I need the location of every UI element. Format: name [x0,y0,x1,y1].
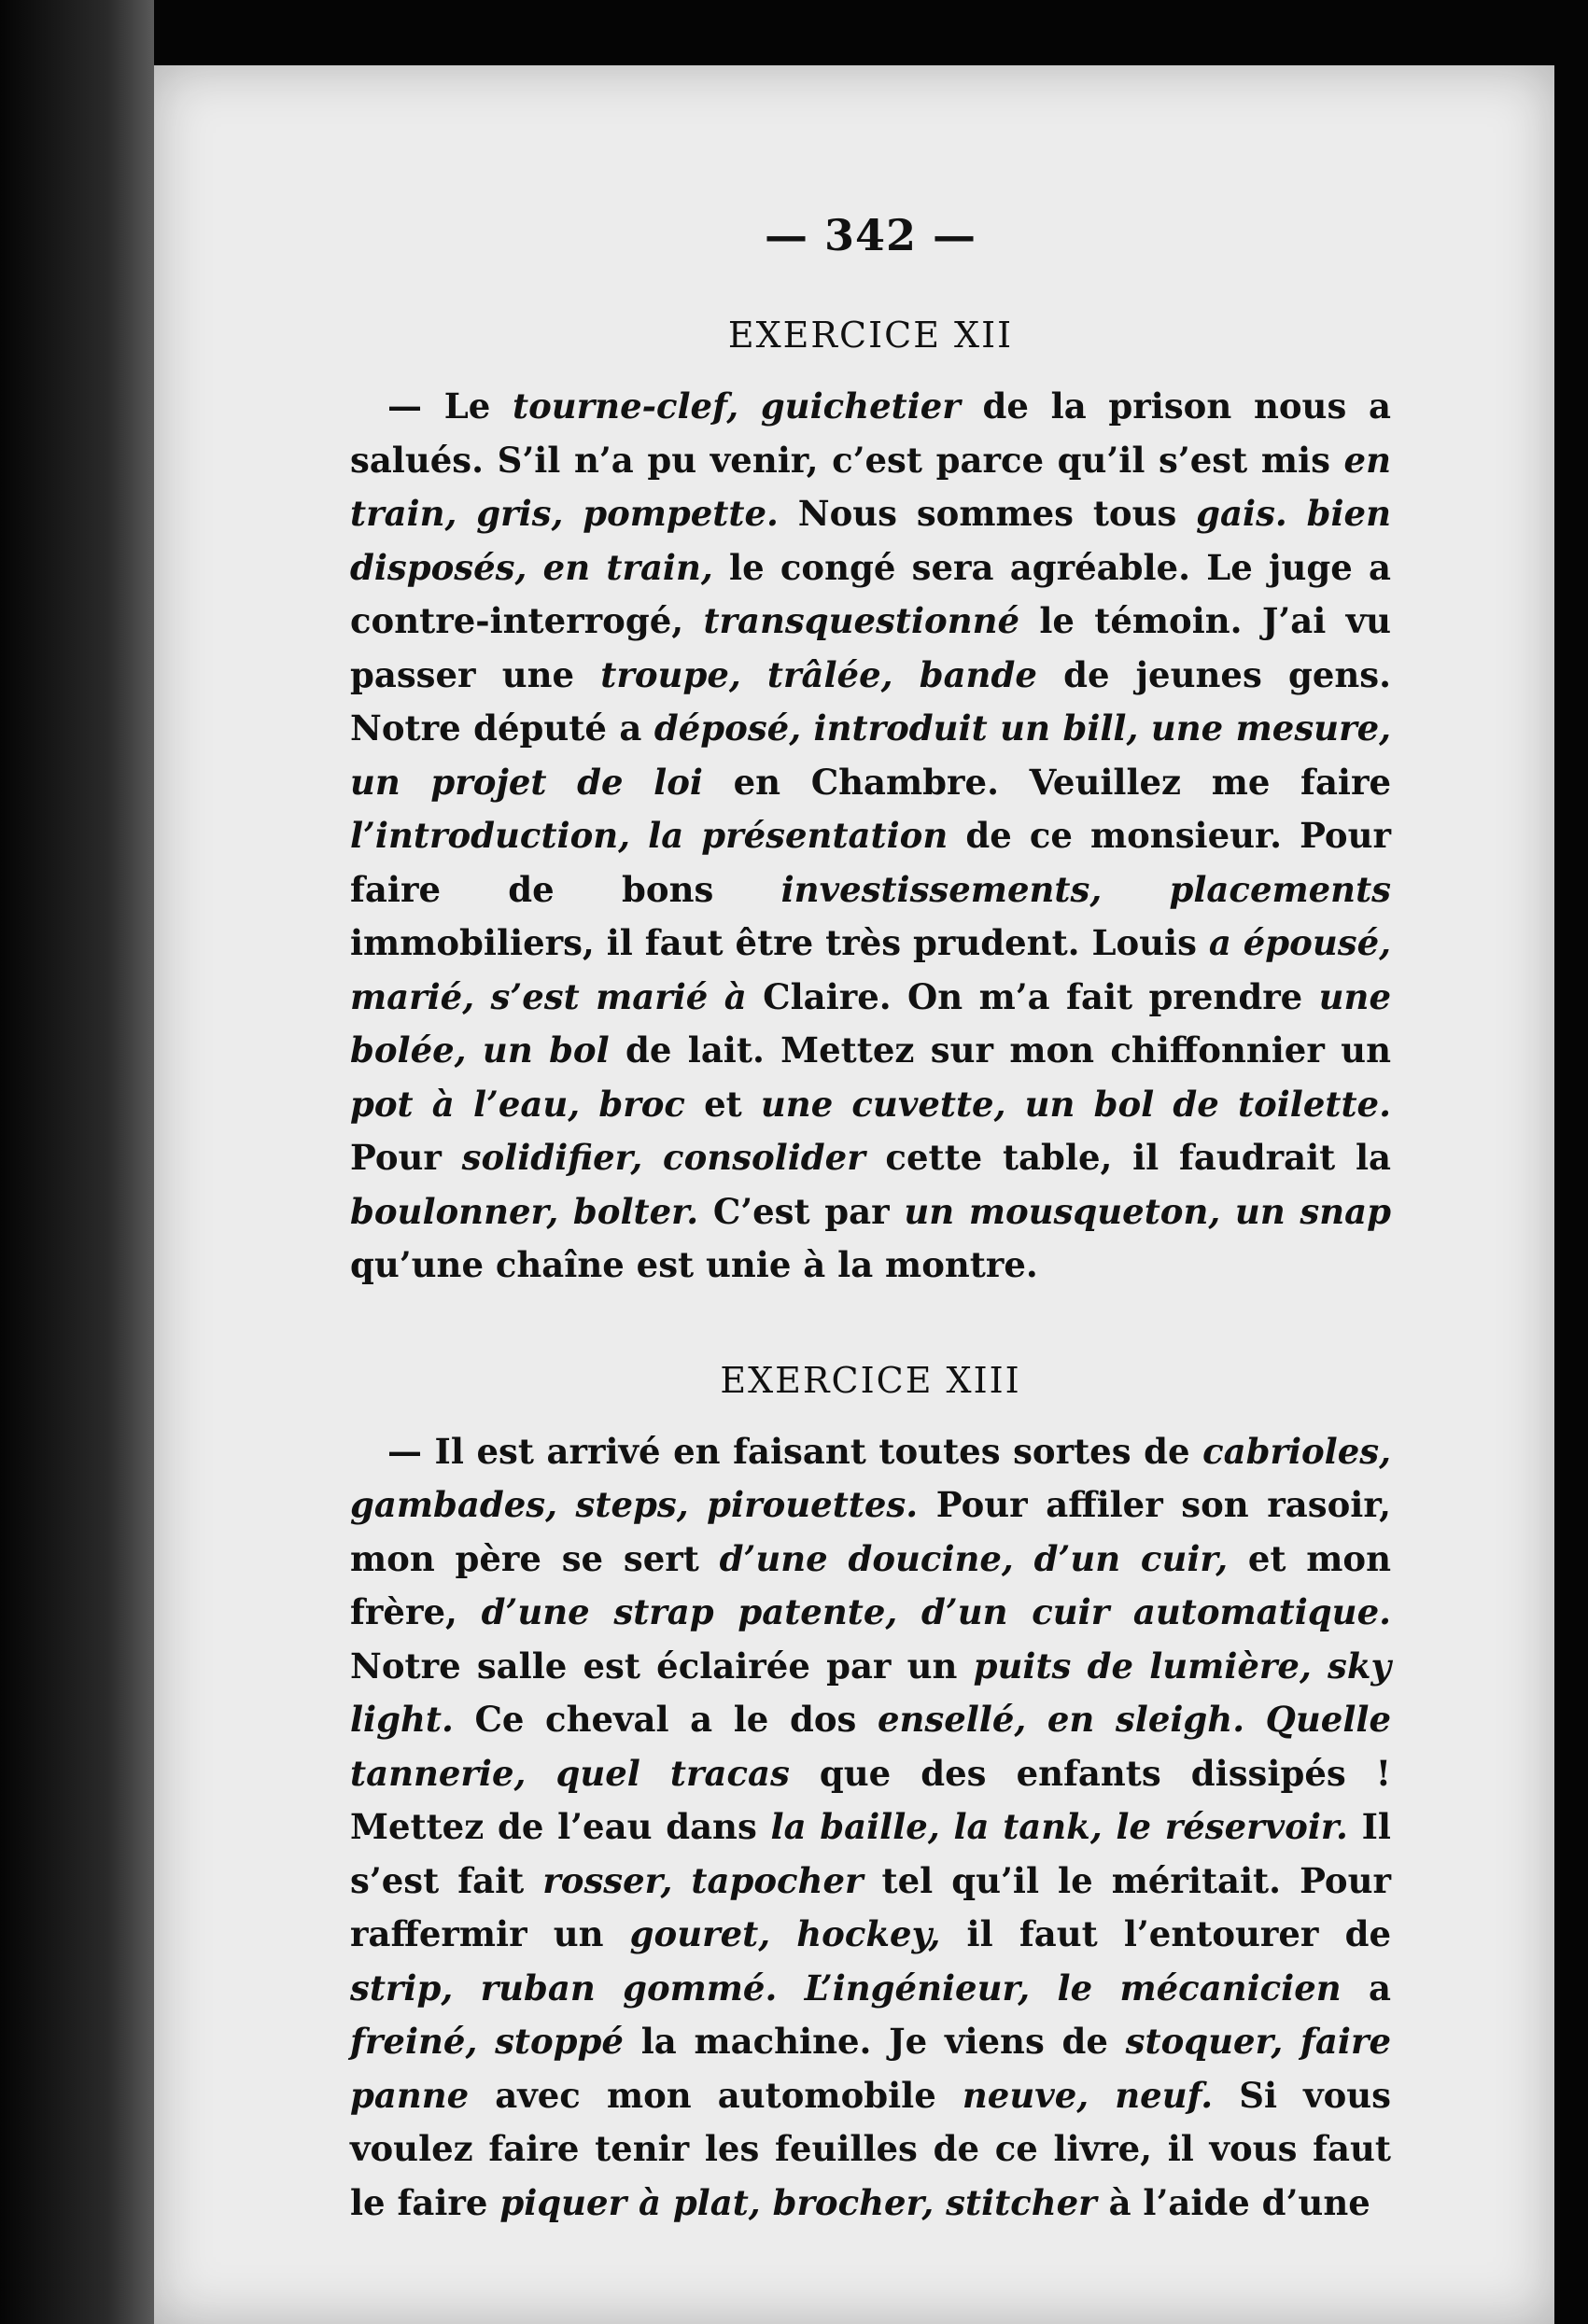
text-run: de jeunes gens. Notre député a [350,653,1391,749]
italic-term: strip, ruban gommé. L’ingénieur, le mécanicien [350,1967,1342,2009]
text-run: Pour [350,1137,462,1178]
text-run: — Il est arrivé en faisant toutes sortes de [387,1430,1203,1472]
italic-term: solidifier, consolider [461,1137,865,1178]
text-run: et mon frère, [350,1537,1391,1632]
text-run: il faut l’entourer de [940,1913,1391,1954]
italic-term: tourne-clef, guichetier [513,385,961,427]
page-content [350,210,1391,2230]
text-run: de la prison nous a salués. S’il n’a pu venir, c’est parce qu’il s’est mis [350,385,1391,481]
text-run: en Chambre. Veuillez me faire [702,761,1392,803]
exercise-12-text [350,380,1391,1293]
text-run: immobiliers, il faut être très prudent. Louis [350,922,1209,963]
italic-term: un mousqueton, un snap [904,1190,1392,1232]
italic-term: troupe, trâlée, bande [600,653,1037,695]
italic-term: gouret, hockey, [629,1913,941,1954]
italic-term: puits de lumière, sky light. [350,1645,1391,1740]
text-run: à l’aide d’une [1096,2181,1370,2223]
text-run: et [684,1083,761,1125]
text-run: Pour affiler son rasoir, mon père se sert [350,1484,1392,1579]
scan-right-edge [1554,0,1588,2324]
italic-term: une bolée, un bol [350,975,1391,1071]
italic-term: en train, gris, pompette. [350,439,1391,534]
text-run: de ce monsieur. Pour faire de bons [350,815,1391,910]
text-run: la machine. Je viens de [623,2021,1126,2062]
text-run: le congé sera agréable. Le juge a contre-interrogé, [350,546,1391,641]
italic-term: gais. bien disposés, en train, [350,493,1391,588]
italic-term: a épousé, marié, s’est marié à [350,922,1391,1017]
italic-term: ensellé, en sleigh. Quelle tannerie, quel tracas [350,1699,1391,1794]
text-run: Claire. On m’a fait prendre [746,975,1319,1017]
italic-term: transquestionné [703,600,1020,641]
text-run: Notre salle est éclairée par un [350,1645,974,1687]
italic-term: rosser, tapocher [542,1859,864,1901]
italic-term: piquer à plat, brocher, stitcher [499,2181,1097,2223]
italic-term: d’une strap patente, d’un cuir automatique. [481,1591,1391,1632]
text-run: avec mon automobile [469,2074,963,2116]
text-run: Ce cheval a le dos [453,1699,878,1740]
text-run: tel qu’il le méritait. Pour raffermir un [350,1859,1391,1954]
scan-left-edge [0,0,154,2324]
text-run: qu’une chaîne est unie à la montre. [350,1244,1038,1285]
text-run: Il s’est fait [350,1806,1391,1901]
italic-term: une cuvette, un bol de toilette. [760,1083,1391,1125]
exercise-13-text [350,1425,1391,2231]
text-run: de lait. Mettez sur mon chiffonnier un [609,1029,1391,1071]
italic-term: d’une doucine, d’un cuir, [719,1537,1229,1579]
page-number: — 342 — [764,210,977,260]
text-run: C’est par [698,1190,905,1232]
italic-term: neuve, neuf. [962,2074,1214,2116]
italic-term: boulonner, bolter. [350,1190,699,1232]
italic-term: l’introduction, la présentation [350,815,949,856]
exercise-12-heading: EXERCICE XII [727,315,1014,356]
italic-term: déposé, introduit un bill, une mesure, un projet de loi [350,707,1391,803]
text-run: que des enfants dissipés ! Mettez de l’eau dans [350,1752,1391,1847]
text-run: a [1341,1967,1392,2009]
text-run: Si vous voulez faire tenir les feuilles de ce livre, il vous faut le faire [350,2074,1392,2223]
text-run: — Le [387,385,513,427]
scan-top-edge [0,0,1588,65]
text-run: le témoin. J’ai vu passer une [350,600,1391,695]
text-run: Nous sommes tous [778,493,1197,534]
italic-term: pot à l’eau, broc [350,1083,685,1125]
italic-term: cabrioles, gambades, steps, pirouettes. [350,1430,1391,1525]
exercise-13-heading: EXERCICE XIII [720,1359,1021,1401]
italic-term: freiné, stoppé [350,2021,624,2062]
text-run: cette table, il faudrait la [864,1137,1391,1178]
italic-term: stoquer, faire panne [350,2021,1391,2116]
italic-term: investissements, placements [780,868,1391,910]
italic-term: la baille, la tank, le réservoir. [770,1806,1348,1847]
